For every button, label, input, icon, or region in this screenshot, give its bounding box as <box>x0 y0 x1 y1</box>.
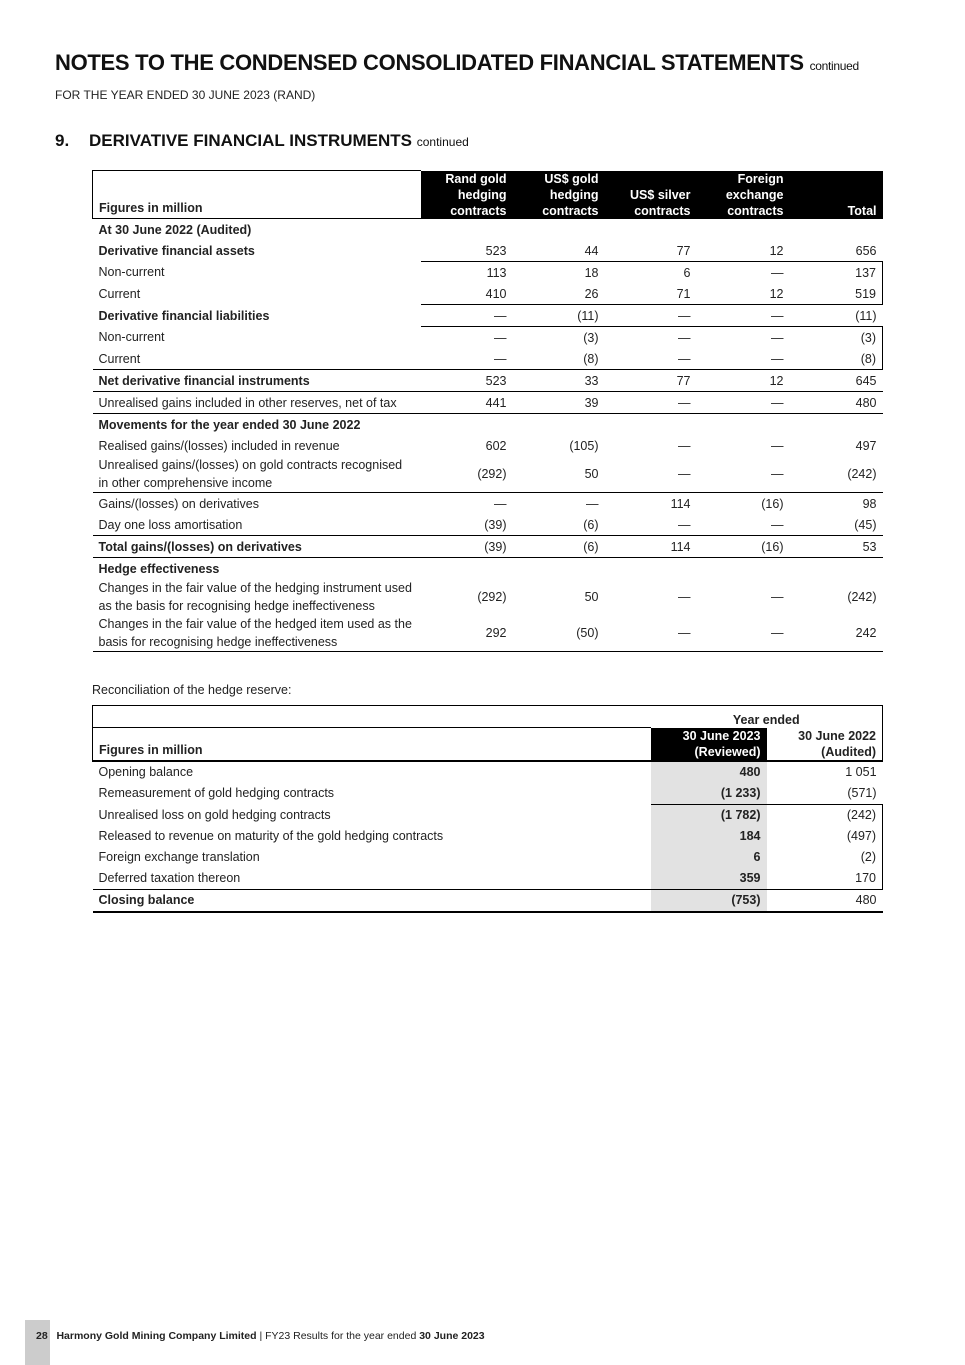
cell-value: (39) <box>421 514 513 536</box>
cell-value: (39) <box>421 536 513 558</box>
row-label: Released to revenue on maturity of the gold hedging contracts <box>98 829 444 843</box>
table-row <box>93 283 883 305</box>
row-label: Changes in the fair value of the hedging instrument used as the basis for recognising hedge ineffectiveness <box>98 581 412 613</box>
cell-value: — <box>697 456 790 493</box>
cell-value <box>697 558 790 580</box>
cell-value: (3) <box>513 327 605 349</box>
cell-value <box>421 219 513 241</box>
row-label: Hedge effectiveness <box>98 561 220 576</box>
cell-value: 523 <box>421 370 513 392</box>
cell-value: 33 <box>513 370 605 392</box>
table-row <box>93 219 883 241</box>
row-label: At 30 June 2022 (Audited) <box>98 222 252 237</box>
cell-value: — <box>586 496 599 511</box>
cell-value: 18 <box>513 262 605 284</box>
row-label: Current <box>98 351 141 366</box>
cell-value <box>790 558 883 580</box>
cell-value <box>697 219 790 241</box>
cell-value: 12 <box>769 243 784 258</box>
page-subtitle: FOR THE YEAR ENDED 30 JUNE 2023 (RAND) <box>55 88 316 102</box>
cell-value: (3) <box>790 327 883 349</box>
cell-value: (1 233) <box>651 783 767 805</box>
row-label: Unrealised gains/(losses) on gold contracts recognised in other comprehensive income <box>93 456 421 493</box>
cell-value: 519 <box>790 283 883 305</box>
cell-value: 645 <box>790 370 883 392</box>
cell-value: 6 <box>651 847 767 868</box>
cell-value: — <box>678 590 691 604</box>
cell-value: — <box>494 308 507 323</box>
cell-value: — <box>605 514 697 536</box>
cell-value: (2) <box>767 847 883 868</box>
cell-value: 497 <box>855 438 877 453</box>
cell-value: 359 <box>651 868 767 890</box>
cell-value: (1 782) <box>651 804 767 826</box>
cell-value: (16) <box>697 536 790 558</box>
reconciliation-label: Reconciliation of the hedge reserve: <box>92 683 292 697</box>
row-label: Day one loss amortisation <box>93 514 421 536</box>
cell-value: — <box>605 327 697 349</box>
cell-value: 77 <box>676 243 691 258</box>
cell-value: 71 <box>605 283 697 305</box>
cell-value: — <box>678 438 691 453</box>
cell-value: — <box>697 327 790 349</box>
cell-value <box>513 558 605 580</box>
cell-value: (6) <box>513 514 605 536</box>
cell-value: — <box>697 348 790 370</box>
table-row <box>93 761 883 783</box>
cell-value: (105) <box>569 438 599 453</box>
cell-value: 39 <box>513 392 605 414</box>
cell-value: — <box>771 438 784 453</box>
row-label: Foreign exchange translation <box>98 850 260 864</box>
cell-value <box>790 414 883 436</box>
cell-value <box>421 414 513 436</box>
table-row <box>93 514 883 536</box>
cell-value: 480 <box>767 889 883 912</box>
cell-value: — <box>771 590 784 604</box>
cell-value: 184 <box>651 826 767 847</box>
cell-value: (8) <box>513 348 605 370</box>
column-header: Rand gold hedging contracts <box>421 171 513 219</box>
cell-value: 170 <box>767 868 883 890</box>
cell-value: — <box>605 615 697 652</box>
cell-value: 113 <box>421 262 513 284</box>
cell-value: — <box>697 615 790 652</box>
cell-value: (45) <box>790 514 883 536</box>
table-row <box>93 783 883 805</box>
table-row <box>93 579 883 615</box>
table-row <box>93 826 883 847</box>
row-label: Realised gains/(losses) included in revenue <box>98 438 340 453</box>
cell-value <box>513 414 605 436</box>
cell-value: — <box>605 392 697 414</box>
column-header: US$ silver contracts <box>605 171 697 219</box>
cell-value: — <box>697 514 790 536</box>
row-label: Total gains/(losses) on derivatives <box>93 536 421 558</box>
cell-value: — <box>494 496 507 511</box>
section-heading: 9. DERIVATIVE FINANCIAL INSTRUMENTS continued <box>55 131 469 150</box>
cell-value: 114 <box>605 536 697 558</box>
cell-value <box>790 219 883 241</box>
cell-value: 77 <box>605 370 697 392</box>
table-row <box>93 414 883 436</box>
cell-value: 53 <box>790 536 883 558</box>
cell-value <box>421 558 513 580</box>
column-header: Foreign exchange contracts <box>697 171 790 219</box>
table-row <box>93 262 883 284</box>
column-header: Figures in million <box>93 171 421 219</box>
row-label: Unrealised loss on gold hedging contracts <box>98 807 331 822</box>
cell-value: 602 <box>485 438 507 453</box>
cell-value: (242) <box>847 590 877 604</box>
cell-value: 26 <box>513 283 605 305</box>
cell-value <box>605 219 697 241</box>
row-label: Changes in the fair value of the hedged item used as the basis for recognising hedge ineffectiveness <box>93 615 421 652</box>
row-label: Current <box>98 286 141 301</box>
cell-value <box>513 219 605 241</box>
cell-value: — <box>605 348 697 370</box>
cell-value: 6 <box>605 262 697 284</box>
cell-value: (11) <box>577 308 599 323</box>
cell-value: (571) <box>847 786 877 800</box>
table-row <box>93 558 883 580</box>
cell-value: 50 <box>513 456 605 493</box>
row-label: Movements for the year ended 30 June 2022 <box>98 417 361 432</box>
cell-value: (16) <box>761 496 784 511</box>
cell-value: 114 <box>670 496 691 511</box>
cell-value: (292) <box>421 456 513 493</box>
cell-value: (11) <box>855 308 877 323</box>
cell-value: — <box>421 348 513 370</box>
cell-value: 242 <box>790 615 883 652</box>
cell-value: 441 <box>421 392 513 414</box>
cell-value: 50 <box>584 590 599 604</box>
table-row <box>93 327 883 349</box>
table-row <box>93 536 883 558</box>
cell-value: — <box>697 392 790 414</box>
cell-value: — <box>421 327 513 349</box>
cell-value: 98 <box>862 496 877 511</box>
row-label: Deferred taxation thereon <box>98 871 241 885</box>
cell-value: 523 <box>485 243 507 258</box>
year-ended-header: Year ended <box>651 706 883 728</box>
cell-value: — <box>605 456 697 493</box>
table-row <box>93 348 883 370</box>
cell-value: 480 <box>651 761 767 783</box>
cell-value: (242) <box>790 456 883 493</box>
cell-value: (242) <box>767 804 883 826</box>
cell-value: (497) <box>767 826 883 847</box>
table-row <box>93 305 883 327</box>
row-label: Closing balance <box>93 889 651 912</box>
cell-value: (50) <box>513 615 605 652</box>
row-label: Non-current <box>98 265 165 280</box>
cell-value: — <box>771 308 784 323</box>
cell-value: 292 <box>421 615 513 652</box>
table-row <box>93 847 883 868</box>
cell-value: 137 <box>790 262 883 284</box>
row-label: Unrealised gains included in other reserves, net of tax <box>93 392 421 414</box>
cell-value <box>605 558 697 580</box>
table-row <box>93 615 883 652</box>
row-label: Derivative financial assets <box>98 243 255 258</box>
table-row <box>93 868 883 890</box>
row-label: Non-current <box>98 330 165 345</box>
cell-value: 44 <box>584 243 599 258</box>
column-header: US$ gold hedging contracts <box>513 171 605 219</box>
column-header: 30 June 2022 (Audited) <box>767 728 883 761</box>
row-label: Opening balance <box>98 765 194 779</box>
footer: 28 Harmony Gold Mining Company Limited | FY23 Results for the year ended 30 June 2023 <box>36 1330 485 1342</box>
table-row <box>93 392 883 414</box>
footer-tab <box>25 1320 50 1365</box>
table-row <box>93 435 883 456</box>
column-header: Figures in million <box>93 728 651 761</box>
cell-value: 12 <box>697 370 790 392</box>
table-row <box>93 240 883 262</box>
table-row <box>93 804 883 826</box>
table-row <box>93 889 883 912</box>
row-label: Net derivative financial instruments <box>93 370 421 392</box>
cell-value <box>697 414 790 436</box>
page-title: NOTES TO THE CONDENSED CONSOLIDATED FINANCIAL STATEMENTS continued <box>55 50 859 75</box>
table-row <box>93 493 883 515</box>
cell-value: 480 <box>790 392 883 414</box>
cell-value: — <box>678 308 691 323</box>
cell-value: 12 <box>697 283 790 305</box>
cell-value: (8) <box>790 348 883 370</box>
cell-value: 1 051 <box>845 765 877 779</box>
cell-value: (292) <box>477 590 507 604</box>
row-label: Remeasurement of gold hedging contracts <box>98 786 335 801</box>
cell-value: — <box>697 262 790 284</box>
row-label: Derivative financial liabilities <box>98 308 270 323</box>
table-row <box>93 456 883 493</box>
hedge-reserve-table <box>92 705 883 913</box>
cell-value <box>605 414 697 436</box>
derivatives-table <box>92 170 883 652</box>
cell-value: (753) <box>651 889 767 912</box>
cell-value: 410 <box>421 283 513 305</box>
cell-value: 656 <box>855 243 877 258</box>
cell-value: (6) <box>513 536 605 558</box>
column-header: 30 June 2023 (Reviewed) <box>651 728 767 761</box>
column-header: Total <box>790 171 883 219</box>
table-row <box>93 370 883 392</box>
row-label: Gains/(losses) on derivatives <box>98 496 259 511</box>
